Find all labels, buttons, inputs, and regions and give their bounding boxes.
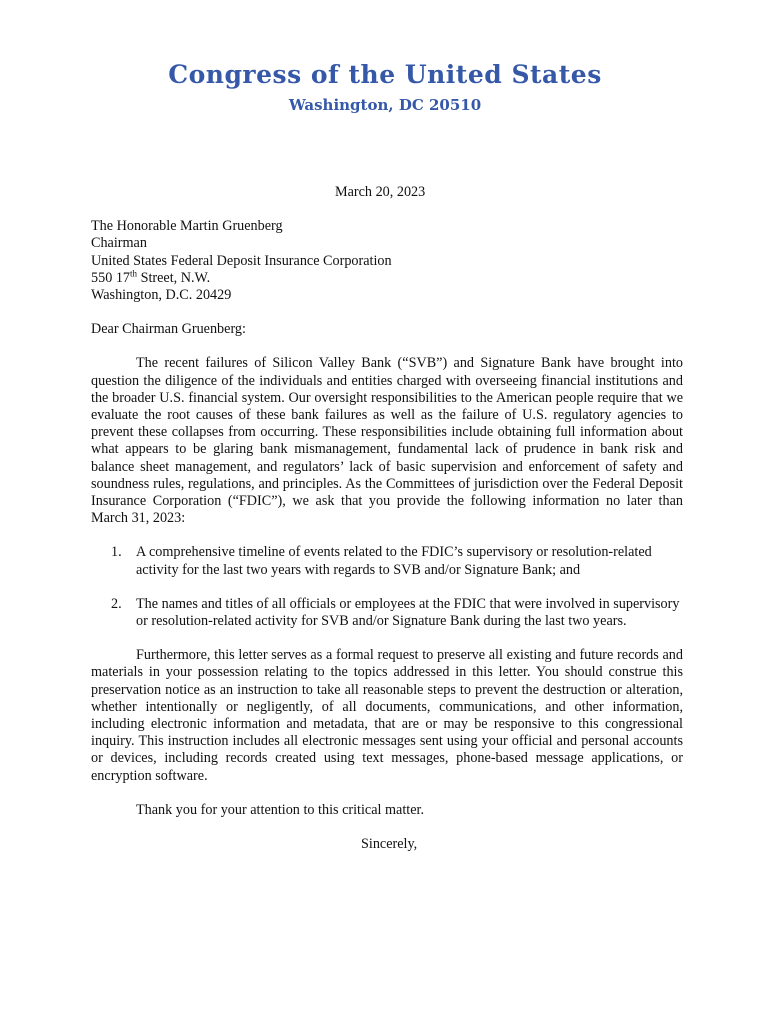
- salutation: Dear Chairman Gruenberg:: [91, 321, 246, 338]
- letterhead-subtitle: Washington, DC 20510: [288, 96, 482, 114]
- paragraph-intro: The recent failures of Silicon Valley Bank (“SVB”) and Signature Bank have brought into question the diligence of the individuals and entities charged with overseeing financial institutions and the broader U.S. financial system. Our oversight responsibilities to the American people require that we evaluate the root causes of these bank failures as well as the failure of U.S. regulatory agencies to prevent these collapses from occurring. These responsibilities include obtaining full information about what appears to be glaring bank mismanagement, fundamental lack of prudence in bank risk and balance sheet management, and regulators’ lack of basic supervision and enforcement of safety and soundness rules, regulations, and principles. As the Committees of jurisdiction over the Federal Deposit Insurance Corporation (“FDIC”), we ask that you provide the following information no later than March 31, 2023:: [91, 355, 683, 527]
- signoff: Sincerely,: [361, 836, 418, 853]
- letterhead: [0, 60, 770, 116]
- street-ordinal: th: [130, 268, 138, 279]
- letterhead-title: Congress of the United States: [168, 60, 602, 89]
- list-item: [91, 544, 683, 578]
- recipient-city: Washington, D.C. 20429: [91, 287, 232, 304]
- list-item-text: A comprehensive timeline of events related to the FDIC’s supervisory or resolution-related activity for the last two years with regards to SVB and/or Signature Bank; and: [136, 544, 652, 578]
- recipient-street: [91, 270, 683, 287]
- recipient-address: [91, 218, 683, 304]
- list-item-text: The names and titles of all officials or employees at the FDIC that were involved in supervisory or resolution-related activity for SVB and/or Signature Bank during the last two years.: [136, 595, 680, 630]
- street-rest: Street, N.W.: [137, 269, 211, 286]
- paragraph-preservation: Furthermore, this letter serves as a formal request to preserve all existing and future records and materials in your possession relating to the topics addressed in this letter. You should construe this preservation notice as an instruction to take all reasonable steps to prevent the destruction or alteration, whether intentionally or negligently, of all documents, communications, and other information, including electronic information and metadata, that are or may be responsive to this congressional inquiry. This instruction includes all electronic messages sent using your official and personal accounts or devices, including records created using text messages, phone-based message applications, or encryption software.: [91, 647, 683, 784]
- letter-body: [91, 184, 683, 853]
- letter-date: March 20, 2023: [335, 184, 426, 200]
- recipient-title: Chairman: [91, 235, 147, 252]
- closing-line: Thank you for your attention to this critical matter.: [136, 801, 425, 818]
- request-list: [91, 544, 683, 630]
- recipient-name: The Honorable Martin Gruenberg: [91, 218, 283, 235]
- list-item-number: 1.: [111, 544, 122, 561]
- street-number: 550 17: [91, 269, 131, 286]
- list-item: [91, 596, 683, 630]
- recipient-org: United States Federal Deposit Insurance Corporation: [91, 252, 392, 269]
- list-item-number: 2.: [111, 595, 122, 612]
